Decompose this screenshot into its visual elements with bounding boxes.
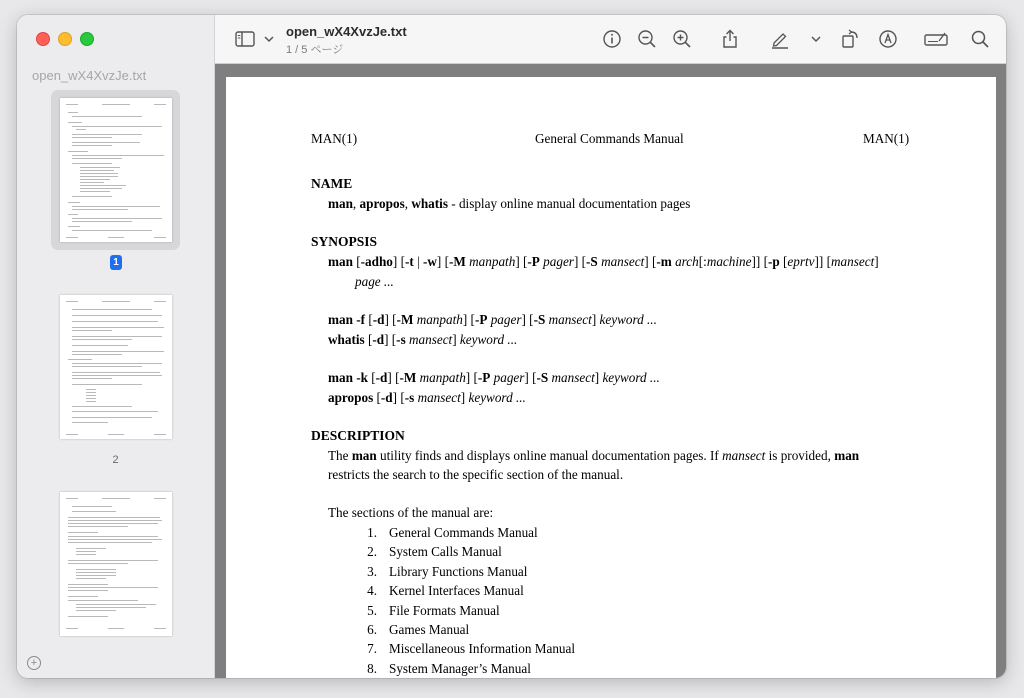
- window-controls: [36, 32, 94, 46]
- signature-icon[interactable]: [923, 28, 949, 50]
- minimize-button[interactable]: [58, 32, 72, 46]
- synopsis-line-2: man -f [-d] [-M manpath] [-P pager] [-S mansect] keyword ...: [328, 312, 657, 327]
- list-item: 4. Kernel Interfaces Manual: [367, 583, 524, 598]
- synopsis-line-1: man [-adho] [-t | -w] [-M manpath] [-P pager] [-S mansect] [-m arch[:machine]] [-p [eprtv]] [mansect]: [328, 254, 879, 269]
- synopsis-line-3: whatis [-d] [-s mansect] keyword ...: [328, 332, 518, 347]
- search-icon[interactable]: [969, 28, 991, 50]
- zoom-in-icon[interactable]: [671, 28, 693, 50]
- document-page: [226, 77, 996, 678]
- document-area: [215, 15, 1006, 678]
- section-heading-description: DESCRIPTION: [311, 428, 405, 443]
- markup-icon[interactable]: [877, 28, 899, 50]
- document-title: open_wX4XvzJe.txt: [286, 24, 407, 39]
- zoom-button[interactable]: [80, 32, 94, 46]
- thumbnail-sidebar: [17, 15, 215, 678]
- page-thumbnail-3[interactable]: [60, 492, 172, 636]
- synopsis-line-4: man -k [-d] [-M manpath] [-P pager] [-S mansect] keyword ...: [328, 370, 660, 385]
- rotate-icon[interactable]: [839, 28, 861, 50]
- zoom-out-icon[interactable]: [636, 28, 658, 50]
- share-icon[interactable]: [719, 28, 741, 50]
- page-header-center: General Commands Manual: [535, 131, 684, 146]
- description-sections-intro: The sections of the manual are:: [328, 505, 494, 520]
- list-item: 8. System Manager’s Manual: [367, 661, 531, 676]
- sidebar-title: open_wX4XvzJe.txt: [32, 68, 147, 83]
- list-item: 1. General Commands Manual: [367, 525, 538, 540]
- chevron-down-icon[interactable]: [258, 28, 270, 50]
- synopsis-line-1-cont: page ...: [355, 274, 394, 289]
- list-item: 6. Games Manual: [367, 622, 470, 637]
- list-item: 5. File Formats Manual: [367, 603, 500, 618]
- page-header-left: MAN(1): [311, 131, 358, 146]
- description-line-2: restricts the search to the specific section of the manual.: [328, 467, 624, 482]
- page-thumbnail-1[interactable]: [60, 98, 172, 242]
- sidebar-icon[interactable]: [234, 28, 256, 50]
- chevron-down-icon[interactable]: [805, 28, 817, 50]
- page-number-label: 2: [112, 454, 119, 466]
- page-header-right: MAN(1): [863, 131, 910, 146]
- list-item: 2. System Calls Manual: [367, 544, 502, 559]
- list-item: 7. Miscellaneous Information Manual: [367, 641, 576, 656]
- add-page-button[interactable]: +: [27, 656, 41, 670]
- highlight-pen-icon[interactable]: [769, 28, 791, 50]
- preview-window: [17, 15, 1006, 678]
- section-heading-name: NAME: [311, 176, 353, 191]
- page-thumbnail-2[interactable]: [60, 295, 172, 439]
- section-heading-synopsis: SYNOPSIS: [311, 234, 378, 249]
- list-item: 3. Library Functions Manual: [367, 564, 528, 579]
- close-button[interactable]: [36, 32, 50, 46]
- synopsis-line-5: apropos [-d] [-s mansect] keyword ...: [328, 390, 526, 405]
- name-line: man, apropos, whatis - display online manual documentation pages: [328, 196, 691, 211]
- toolbar: [215, 15, 1006, 64]
- info-icon[interactable]: [601, 28, 623, 50]
- page-indicator: 1 / 5 ページ: [286, 44, 344, 56]
- page-number-badge: 1: [110, 255, 122, 270]
- description-line-1: The man utility finds and displays online manual documentation pages. If mansect is provided, man: [328, 448, 860, 463]
